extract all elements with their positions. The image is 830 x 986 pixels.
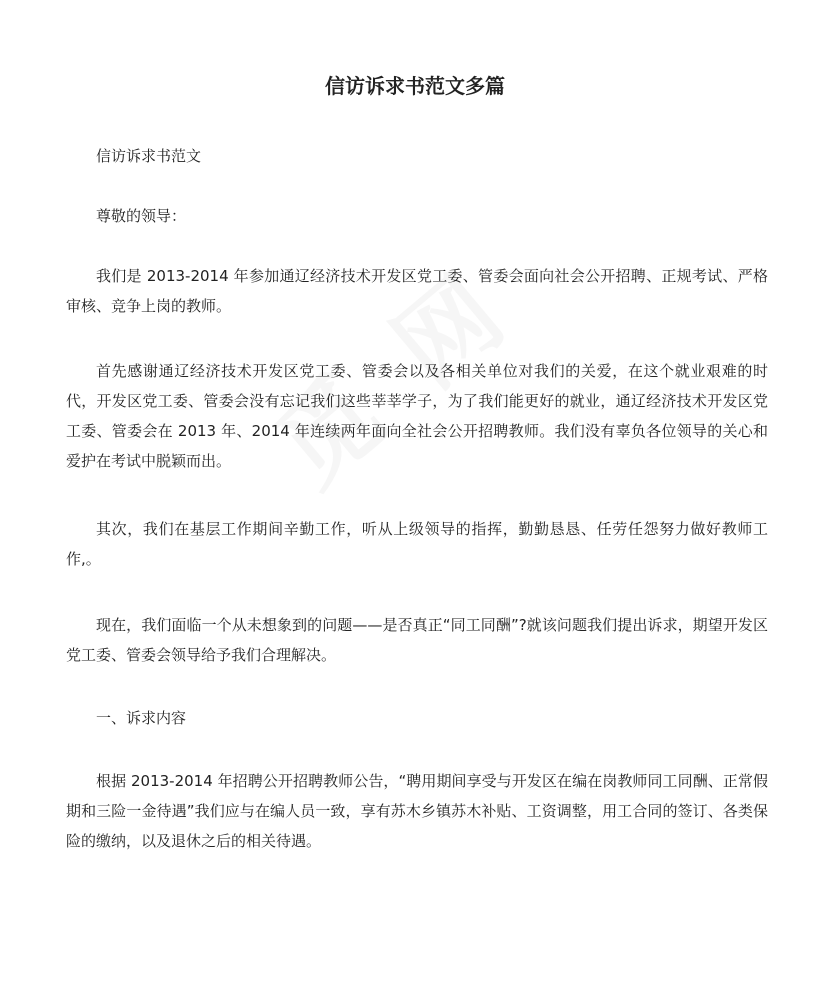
paragraph-subtitle: 信访诉求书范文 <box>96 147 202 165</box>
section-heading: 一、诉求内容 <box>96 709 187 727</box>
paragraph-salutation: 尊敬的领导： <box>96 207 187 225</box>
paragraph-problem: 现在，我们面临一个从未想象到的问题——是否真正“同工同酬”?就该问题我们提出诉求，期望开发区党工委、管委会领导给予我们合理解决。 <box>66 616 768 664</box>
paragraph-intro: 我们是 2013-2014 年参加通辽经济技术开发区党工委、管委会面向社会公开招聘、正规考试、严格审核、竞争上岗的教师。 <box>66 267 768 315</box>
paragraph-work: 其次，我们在基层工作期间辛勤工作，听从上级领导的指挥，勤勤恳恳、任劳任怨努力做好教师工作,。 <box>66 520 768 568</box>
paragraph-thanks: 首先感谢通辽经济技术开发区党工委、管委会以及各相关单位对我们的关爱，在这个就业艰难的时代，开发区党工委、管委会没有忘记我们这些莘莘学子，为了我们能更好的就业，通辽经济技术开发区党工委、管委会在 2013 年、2014 年连续两年面向全社会公开招聘教师。我们没有辜负各位领导的关心和爱护在考试中脱颖而出。 <box>66 362 768 470</box>
paragraph-claim: 根据 2013-2014 年招聘公开招聘教师公告，“聘用期间享受与开发区在编在岗教师同工同酬、正常假期和三险一金待遇”我们应与在编人员一致，享有苏木乡镇苏木补贴、工资调整，用工合同的签订、各类保险的缴纳，以及退休之后的相关待遇。 <box>66 772 768 850</box>
document-title: 信访诉求书范文多篇 <box>325 74 505 98</box>
